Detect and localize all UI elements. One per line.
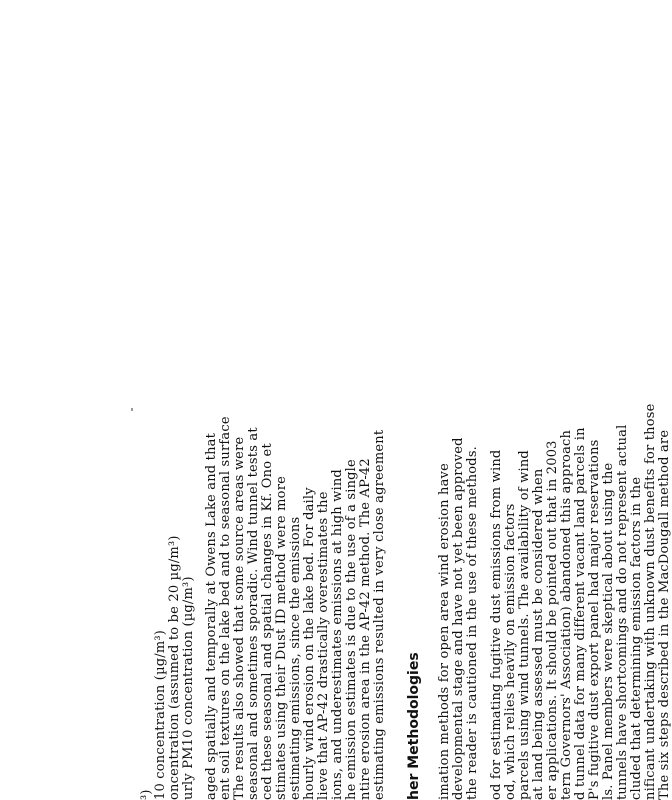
paragraph-line: d tunnel data for many different vacant land parcels in — [573, 427, 588, 800]
paragraph-line: ls. Panel members were skeptical about using the — [601, 462, 616, 800]
definition-line: ³) — [139, 789, 154, 800]
rotated-text-body — [139, 240, 672, 800]
paragraph-line: seasonal and sometimes sporadic. Wind tunnel tests at — [246, 427, 261, 800]
scan-speck — [131, 408, 133, 411]
paragraph-line: at land being assessed must be considered when — [531, 468, 546, 800]
paragraph-line: cluded that determining emission factors in the — [629, 476, 644, 800]
paragraph-line: ced these seasonal and spatial changes in Kf. Ono et — [260, 443, 275, 800]
paragraph-line: The results also showed that some source areas were — [232, 436, 247, 800]
paragraph-line: hourly wind erosion on the lake bed. For daily — [302, 487, 317, 800]
paragraph-line: P's fugitive dust export panel had major reservations — [587, 439, 602, 800]
definition-line: oncentration (assumed to be 20 µg/m³) — [167, 535, 182, 800]
paragraph-line: estimating emissions, since the emissions — [288, 516, 303, 800]
paragraph-line: od, which relies heavily on emission factors — [503, 503, 518, 800]
paragraph-line: estimating emissions resulted in very close agreement — [372, 429, 387, 800]
paragraph-line: ent soil textures on the lake bed and to seasonal surface — [218, 416, 233, 800]
paragraph-line: tern Governors' Association) abandoned this approach — [559, 429, 574, 800]
paragraph-line: lieve that AP-42 drastically overestimates the — [316, 491, 331, 800]
paragraph-line: The six steps described in the MacDougall method are — [657, 429, 672, 800]
paragraph-line: parcels using wind tunnels. The availability of wind — [517, 450, 532, 800]
paragraph-line: he emission estimates is due to the use of a single — [344, 459, 359, 800]
definition-line: 10 concentration (µg/m³) — [153, 629, 168, 800]
paragraph-line: od for estimating fugitive dust emissions from wind — [489, 449, 504, 800]
paragraph-line: imation methods for open area wind erosion have — [437, 463, 452, 800]
paragraph-line: ntire erosion area in the AP-42 method. The AP-42 — [358, 458, 373, 800]
section-heading: her Methodologies — [406, 652, 422, 800]
paragraph-line: nificant undertaking with unknown dust benefits for those — [643, 403, 658, 800]
paragraph-line: the reader is cautioned in the use of these methods. — [465, 445, 480, 800]
paragraph-line: tunnels have shortcomings and do not represent actual — [615, 424, 630, 800]
paragraph-line: developmental stage and have not yet been approved — [451, 437, 466, 800]
paragraph-line: ions, and underestimates emissions at high wind — [330, 469, 345, 800]
definition-line: urly PM10 concentration (µg/m³) — [181, 576, 196, 800]
paragraph-line: er applications. It should be pointed out that in 2003 — [545, 440, 560, 800]
paragraph-line: stimates using their Dust ID method were more — [274, 475, 289, 800]
paragraph-line: aged spatially and temporally at Owens Lake and that — [204, 432, 219, 800]
